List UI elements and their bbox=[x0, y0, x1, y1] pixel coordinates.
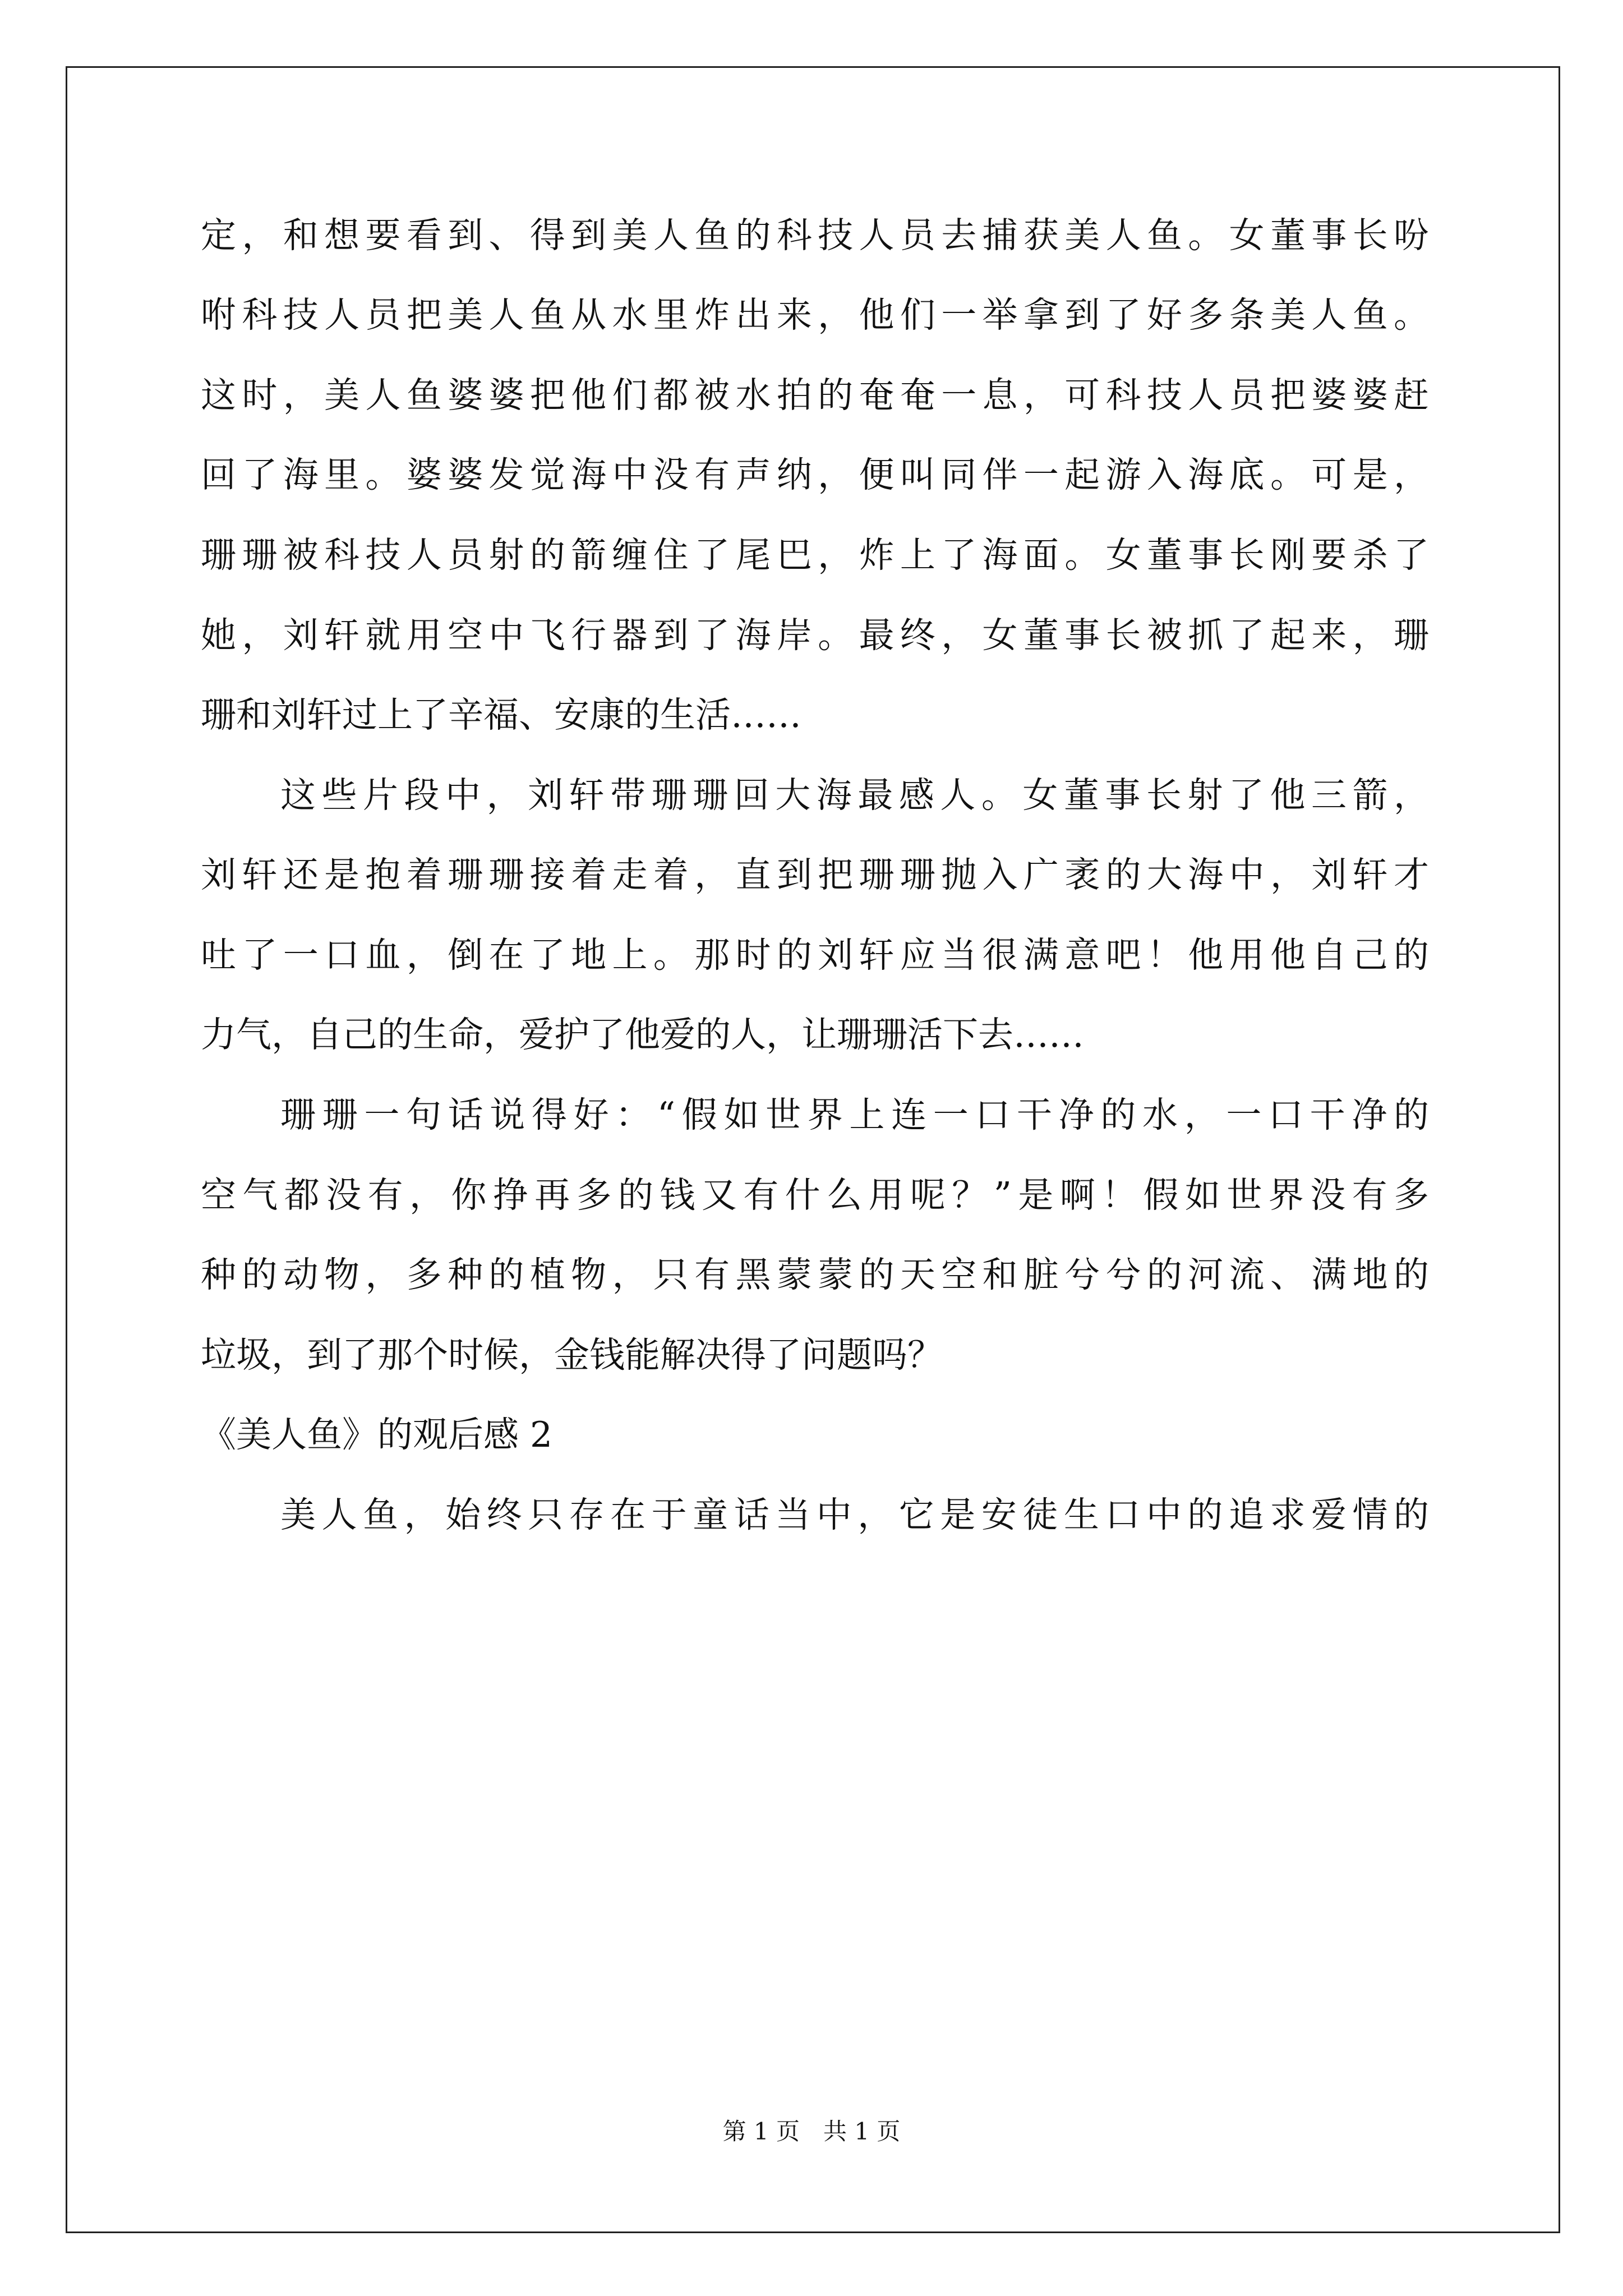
page-number-footer: 第 1 页 共 1 页 bbox=[722, 2118, 901, 2145]
paragraph-3-line-1: 珊珊一句话说得好：“假如世界上连一口干净的水，一口干净的 bbox=[280, 1094, 1429, 1135]
paragraph-1-line-6: 她，刘轩就用空中飞行器到了海岸。最终，女董事长被抓了起来，珊 bbox=[201, 615, 1429, 656]
paragraph-3-line-4: 垃圾，到了那个时候，金钱能解决得了问题吗？ bbox=[201, 1335, 943, 1375]
paragraph-4-line-1: 美人鱼，始终只存在于童话当中，它是安徒生口中的追求爱情的 bbox=[280, 1494, 1429, 1535]
paragraph-2-line-2: 刘轩还是抱着珊珊接着走着，直到把珊珊抛入广袤的大海中，刘轩才 bbox=[201, 854, 1429, 895]
paragraph-1-line-5: 珊珊被科技人员射的箭缠住了尾巴，炸上了海面。女董事长刚要杀了 bbox=[201, 535, 1429, 576]
paragraph-2-line-1: 这些片段中，刘轩带珊珊回大海最感人。女董事长射了他三箭， bbox=[280, 775, 1429, 816]
section-heading: 《美人鱼》的观后感 2 bbox=[201, 1414, 553, 1455]
paragraph-1-line-1: 定，和想要看到、得到美人鱼的科技人员去捕获美人鱼。女董事长吩 bbox=[201, 215, 1429, 256]
paragraph-1-line-7: 珊和刘轩过上了辛福、安康的生活…… bbox=[201, 694, 801, 735]
paragraph-1-line-3: 这时，美人鱼婆婆把他们都被水拍的奄奄一息，可科技人员把婆婆赶 bbox=[201, 375, 1429, 416]
paragraph-2-line-3: 吐了一口血，倒在了地上。那时的刘轩应当很满意吧！他用他自己的 bbox=[201, 935, 1429, 976]
paragraph-3-line-3: 种的动物，多种的植物，只有黑蒙蒙的天空和脏兮兮的河流、满地的 bbox=[201, 1254, 1429, 1295]
paragraph-1-line-2: 咐科技人员把美人鱼从水里炸出来，他们一举拿到了好多条美人鱼。 bbox=[201, 295, 1429, 335]
paragraph-2-line-4: 力气，自己的生命，爱护了他爱的人，让珊珊活下去…… bbox=[201, 1014, 1084, 1055]
paragraph-1-line-4: 回了海里。婆婆发觉海中没有声纳，便叫同伴一起游入海底。可是， bbox=[201, 454, 1429, 495]
paragraph-3-line-2: 空气都没有，你挣再多的钱又有什么用呢？”是啊！假如世界没有多 bbox=[201, 1175, 1429, 1216]
